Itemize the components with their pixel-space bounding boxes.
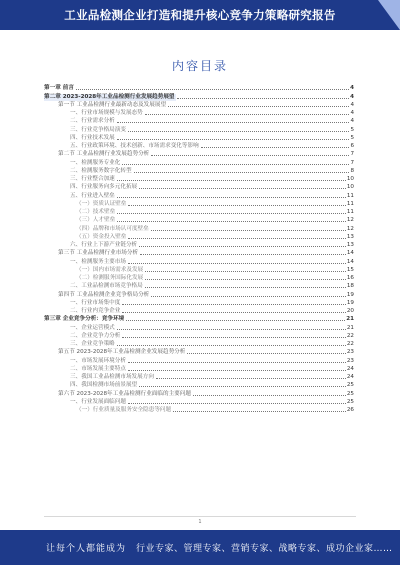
toc-entry-page: 25 xyxy=(346,398,354,405)
table-of-contents xyxy=(44,84,354,414)
toc-entry[interactable] xyxy=(44,117,354,125)
toc-heading: 内容目录 xyxy=(171,59,228,73)
toc-entry[interactable] xyxy=(44,125,354,133)
toc-leader-dots xyxy=(151,229,346,231)
toc-entry-page: 26 xyxy=(346,407,354,413)
toc-entry-label: 二、企业竞争力分析 xyxy=(70,332,121,339)
toc-entry-label: 六、行业上下游产业链分析 xyxy=(70,242,138,248)
toc-entry-label: （一）行业质量及服务安全隐患等问题 xyxy=(76,407,172,413)
toc-entry-label: 一、行业市场集中度 xyxy=(70,299,121,306)
toc-entry-page: 6 xyxy=(350,143,354,149)
toc-entry[interactable] xyxy=(44,142,354,150)
toc-entry-page: 16 xyxy=(346,275,354,281)
toc-entry-label: 第一章 前言 xyxy=(44,85,74,92)
toc-entry[interactable] xyxy=(44,84,354,92)
toc-entry[interactable] xyxy=(44,150,354,158)
toc-entry-label: （一）资质认证壁垒 xyxy=(76,200,127,207)
toc-leader-dots xyxy=(139,187,346,189)
toc-entry[interactable] xyxy=(44,224,354,232)
toc-entry[interactable] xyxy=(44,175,354,183)
toc-entry[interactable] xyxy=(44,216,354,224)
toc-entry-page: 8 xyxy=(350,167,354,174)
toc-entry-page: 7 xyxy=(350,159,354,166)
toc-entry-label: （二）技术壁垒 xyxy=(76,209,116,215)
toc-entry-page: 19 xyxy=(346,291,354,298)
toc-entry[interactable] xyxy=(44,109,354,117)
toc-leader-dots xyxy=(122,336,346,338)
toc-leader-dots xyxy=(122,163,349,165)
toc-entry-label: 第三章 企业竞争分析：竞争环境 xyxy=(44,316,125,323)
toc-entry-page: 13 xyxy=(346,242,354,248)
toc-entry[interactable] xyxy=(44,200,354,208)
toc-leader-dots xyxy=(168,105,349,107)
toc-entry[interactable] xyxy=(44,315,354,323)
toc-entry-label: 三、行业竞争格局演变 xyxy=(70,126,126,133)
header-corner-decoration xyxy=(378,0,400,30)
toc-entry[interactable] xyxy=(44,373,354,381)
toc-entry-label: 第一节 工业品检测行业最新动态及发展展望 xyxy=(58,101,167,108)
toc-entry-label: （四）品牌和市场认可度壁垒 xyxy=(76,225,149,232)
toc-entry[interactable] xyxy=(44,241,354,249)
footer-slogan-right: 行业专家、管理专家、营销专家、战略专家、成功企业家…… xyxy=(136,544,393,554)
toc-entry-label: （三）人才壁垒 xyxy=(76,217,116,224)
toc-entry-label: 第六节 2023-2028年工业品检测行业面临的主要问题 xyxy=(58,390,191,397)
toc-entry-label: 四、行业技术发展 xyxy=(70,134,115,141)
toc-entry[interactable] xyxy=(44,101,354,109)
toc-entry[interactable] xyxy=(44,406,354,414)
toc-leader-dots xyxy=(177,97,350,99)
toc-leader-dots xyxy=(117,196,346,198)
toc-entry-page: 7 xyxy=(350,151,354,158)
toc-entry-label: 一、检测服务专业化 xyxy=(70,159,121,166)
toc-leader-dots xyxy=(128,369,346,371)
toc-entry[interactable] xyxy=(44,233,354,241)
toc-entry-label: 五、行业进入壁垒 xyxy=(70,192,115,199)
toc-entry[interactable] xyxy=(44,183,354,191)
toc-entry-label: 二、行业需求分析 xyxy=(70,118,115,125)
toc-entry[interactable] xyxy=(44,191,354,199)
toc-leader-dots xyxy=(139,245,346,247)
toc-entry[interactable] xyxy=(44,323,354,331)
toc-leader-dots xyxy=(145,278,346,280)
toc-leader-dots xyxy=(128,262,346,264)
toc-entry-label: （二）检测服务国际化发展 xyxy=(76,275,144,281)
toc-entry[interactable] xyxy=(44,299,354,307)
toc-entry-label: 二、行业内竞争企业 xyxy=(70,308,121,314)
toc-entry-page: 5 xyxy=(350,134,354,141)
toc-leader-dots xyxy=(117,328,346,330)
toc-entry-page: 15 xyxy=(346,266,354,273)
toc-entry[interactable] xyxy=(44,365,354,373)
toc-entry-label: 第二章 2023-2028年工业品检测行业发展趋势展望 xyxy=(44,93,175,100)
toc-entry[interactable] xyxy=(44,266,354,274)
toc-leader-dots xyxy=(117,138,350,140)
toc-entry-page: 19 xyxy=(346,299,354,306)
toc-entry-page: 4 xyxy=(350,118,354,125)
toc-entry-label: （五）资金投入壁垒 xyxy=(76,233,127,240)
toc-leader-dots xyxy=(145,113,350,115)
toc-leader-dots xyxy=(201,146,350,148)
toc-entry-label: 二、检测服务数字化转型 xyxy=(70,167,132,174)
toc-entry-page: 10 xyxy=(346,176,354,182)
toc-entry-page: 12 xyxy=(346,217,354,224)
toc-leader-dots xyxy=(128,361,346,363)
page-number: 1 xyxy=(198,519,202,525)
toc-entry-page: 21 xyxy=(346,316,354,323)
toc-entry[interactable] xyxy=(44,348,354,356)
toc-leader-dots xyxy=(117,179,346,181)
toc-leader-dots xyxy=(145,286,346,288)
toc-entry-label: 一、市场发展环境分析 xyxy=(70,357,126,364)
toc-entry-page: 12 xyxy=(346,225,354,232)
toc-leader-dots xyxy=(139,385,346,387)
toc-entry-label: 四、我国检测市场前景展望 xyxy=(70,382,138,389)
toc-entry[interactable] xyxy=(44,356,354,364)
toc-leader-dots xyxy=(117,212,346,214)
toc-entry-label: 四、行业服务向多元化拓展 xyxy=(70,184,138,191)
toc-leader-dots xyxy=(117,344,346,346)
toc-entry[interactable] xyxy=(44,307,354,315)
toc-leader-dots xyxy=(128,402,346,404)
toc-entry-page: 4 xyxy=(350,110,354,116)
toc-entry-label: 第四节 工业品检测企业竞争格局分析 xyxy=(58,291,150,298)
toc-entry[interactable] xyxy=(44,134,354,142)
toc-entry[interactable] xyxy=(44,389,354,397)
toc-leader-dots xyxy=(193,394,346,396)
toc-entry-page: 14 xyxy=(346,250,354,257)
toc-leader-dots xyxy=(117,121,350,123)
toc-entry[interactable] xyxy=(44,340,354,348)
toc-entry[interactable] xyxy=(44,92,354,100)
report-title: 工业品检测企业打造和提升核心竞争力策略研究报告 xyxy=(64,8,336,22)
toc-entry[interactable] xyxy=(44,332,354,340)
toc-entry[interactable] xyxy=(44,282,354,290)
toc-entry-label: 一、检测服务主要市场 xyxy=(70,258,126,265)
toc-entry-page: 21 xyxy=(346,324,354,331)
toc-entry-page: 24 xyxy=(346,374,354,380)
toc-entry[interactable] xyxy=(44,398,354,406)
toc-leader-dots xyxy=(128,204,346,206)
toc-entry-page: 5 xyxy=(350,126,354,133)
toc-entry-label: 三、行业整合加速 xyxy=(70,176,115,182)
toc-entry-label: 二、市场发展主要特点 xyxy=(70,365,126,372)
toc-entry-page: 20 xyxy=(346,308,354,314)
toc-leader-dots xyxy=(140,253,346,255)
toc-entry-label: 第五节 2023-2028年工业品检测企业发展趋势分析 xyxy=(58,349,186,356)
toc-leader-dots xyxy=(128,130,349,132)
toc-entry[interactable] xyxy=(44,249,354,257)
toc-leader-dots xyxy=(151,154,349,156)
toc-entry[interactable] xyxy=(44,167,354,175)
toc-entry-page: 25 xyxy=(346,390,354,397)
toc-entry-page: 11 xyxy=(346,200,354,207)
toc-leader-dots xyxy=(117,220,346,222)
toc-entry[interactable] xyxy=(44,158,354,166)
toc-leader-dots xyxy=(122,303,346,305)
toc-leader-dots xyxy=(151,295,346,297)
toc-entry-page: 22 xyxy=(346,332,354,339)
toc-entry-label: 三、我国工业品检测市场发展方向 xyxy=(70,374,154,380)
toc-leader-dots xyxy=(128,237,346,239)
toc-leader-dots xyxy=(122,311,346,313)
toc-entry[interactable] xyxy=(44,274,354,282)
toc-entry-page: 10 xyxy=(346,184,354,191)
toc-leader-dots xyxy=(76,88,349,90)
toc-entry-label: 第三节 工业品检测行业市场分析 xyxy=(58,250,139,257)
footer-divider xyxy=(44,516,356,517)
toc-entry-page: 11 xyxy=(346,192,354,199)
toc-entry-page: 4 xyxy=(350,93,354,100)
footer-slogan-left: 让每个人都能成为 xyxy=(46,544,127,554)
toc-entry-page: 25 xyxy=(346,382,354,389)
toc-entry-label: 五、行业政策环境、技术创新、市场需求变化等影响 xyxy=(70,143,199,149)
toc-entry[interactable] xyxy=(44,381,354,389)
toc-entry-page: 4 xyxy=(350,101,354,108)
toc-leader-dots xyxy=(156,377,346,379)
toc-entry-page: 23 xyxy=(346,357,354,364)
toc-entry[interactable] xyxy=(44,290,354,298)
toc-entry-label: 第二节 工业品检测行业发展趋势分析 xyxy=(58,151,150,158)
toc-entry-page: 11 xyxy=(346,209,354,215)
toc-entry[interactable] xyxy=(44,208,354,216)
toc-entry-page: 4 xyxy=(350,85,354,92)
toc-leader-dots xyxy=(126,319,345,321)
toc-leader-dots xyxy=(134,171,350,173)
toc-entry-label: 一、企业运营模式 xyxy=(70,324,115,331)
toc-entry-label: 二、工业品检测市场竞争格局 xyxy=(70,283,143,290)
toc-entry-page: 23 xyxy=(346,349,354,356)
toc-entry-label: 三、企业竞争策略 xyxy=(70,341,115,347)
toc-entry-page: 14 xyxy=(346,258,354,265)
toc-entry-page: 18 xyxy=(346,283,354,290)
toc-entry-page: 22 xyxy=(346,341,354,347)
toc-entry-label: 一、行业发展面临问题 xyxy=(70,398,126,405)
toc-leader-dots xyxy=(145,270,346,272)
toc-leader-dots xyxy=(173,410,346,412)
toc-entry-label: 一、行业市场规模与发展态势 xyxy=(70,110,143,116)
footer-banner xyxy=(0,530,400,565)
toc-entry-page: 13 xyxy=(346,233,354,240)
toc-entry-label: （一）国内市场需求及发展 xyxy=(76,266,144,273)
toc-entry[interactable] xyxy=(44,257,354,265)
header-banner xyxy=(0,0,400,30)
toc-leader-dots xyxy=(187,352,346,354)
toc-entry-page: 24 xyxy=(346,365,354,372)
